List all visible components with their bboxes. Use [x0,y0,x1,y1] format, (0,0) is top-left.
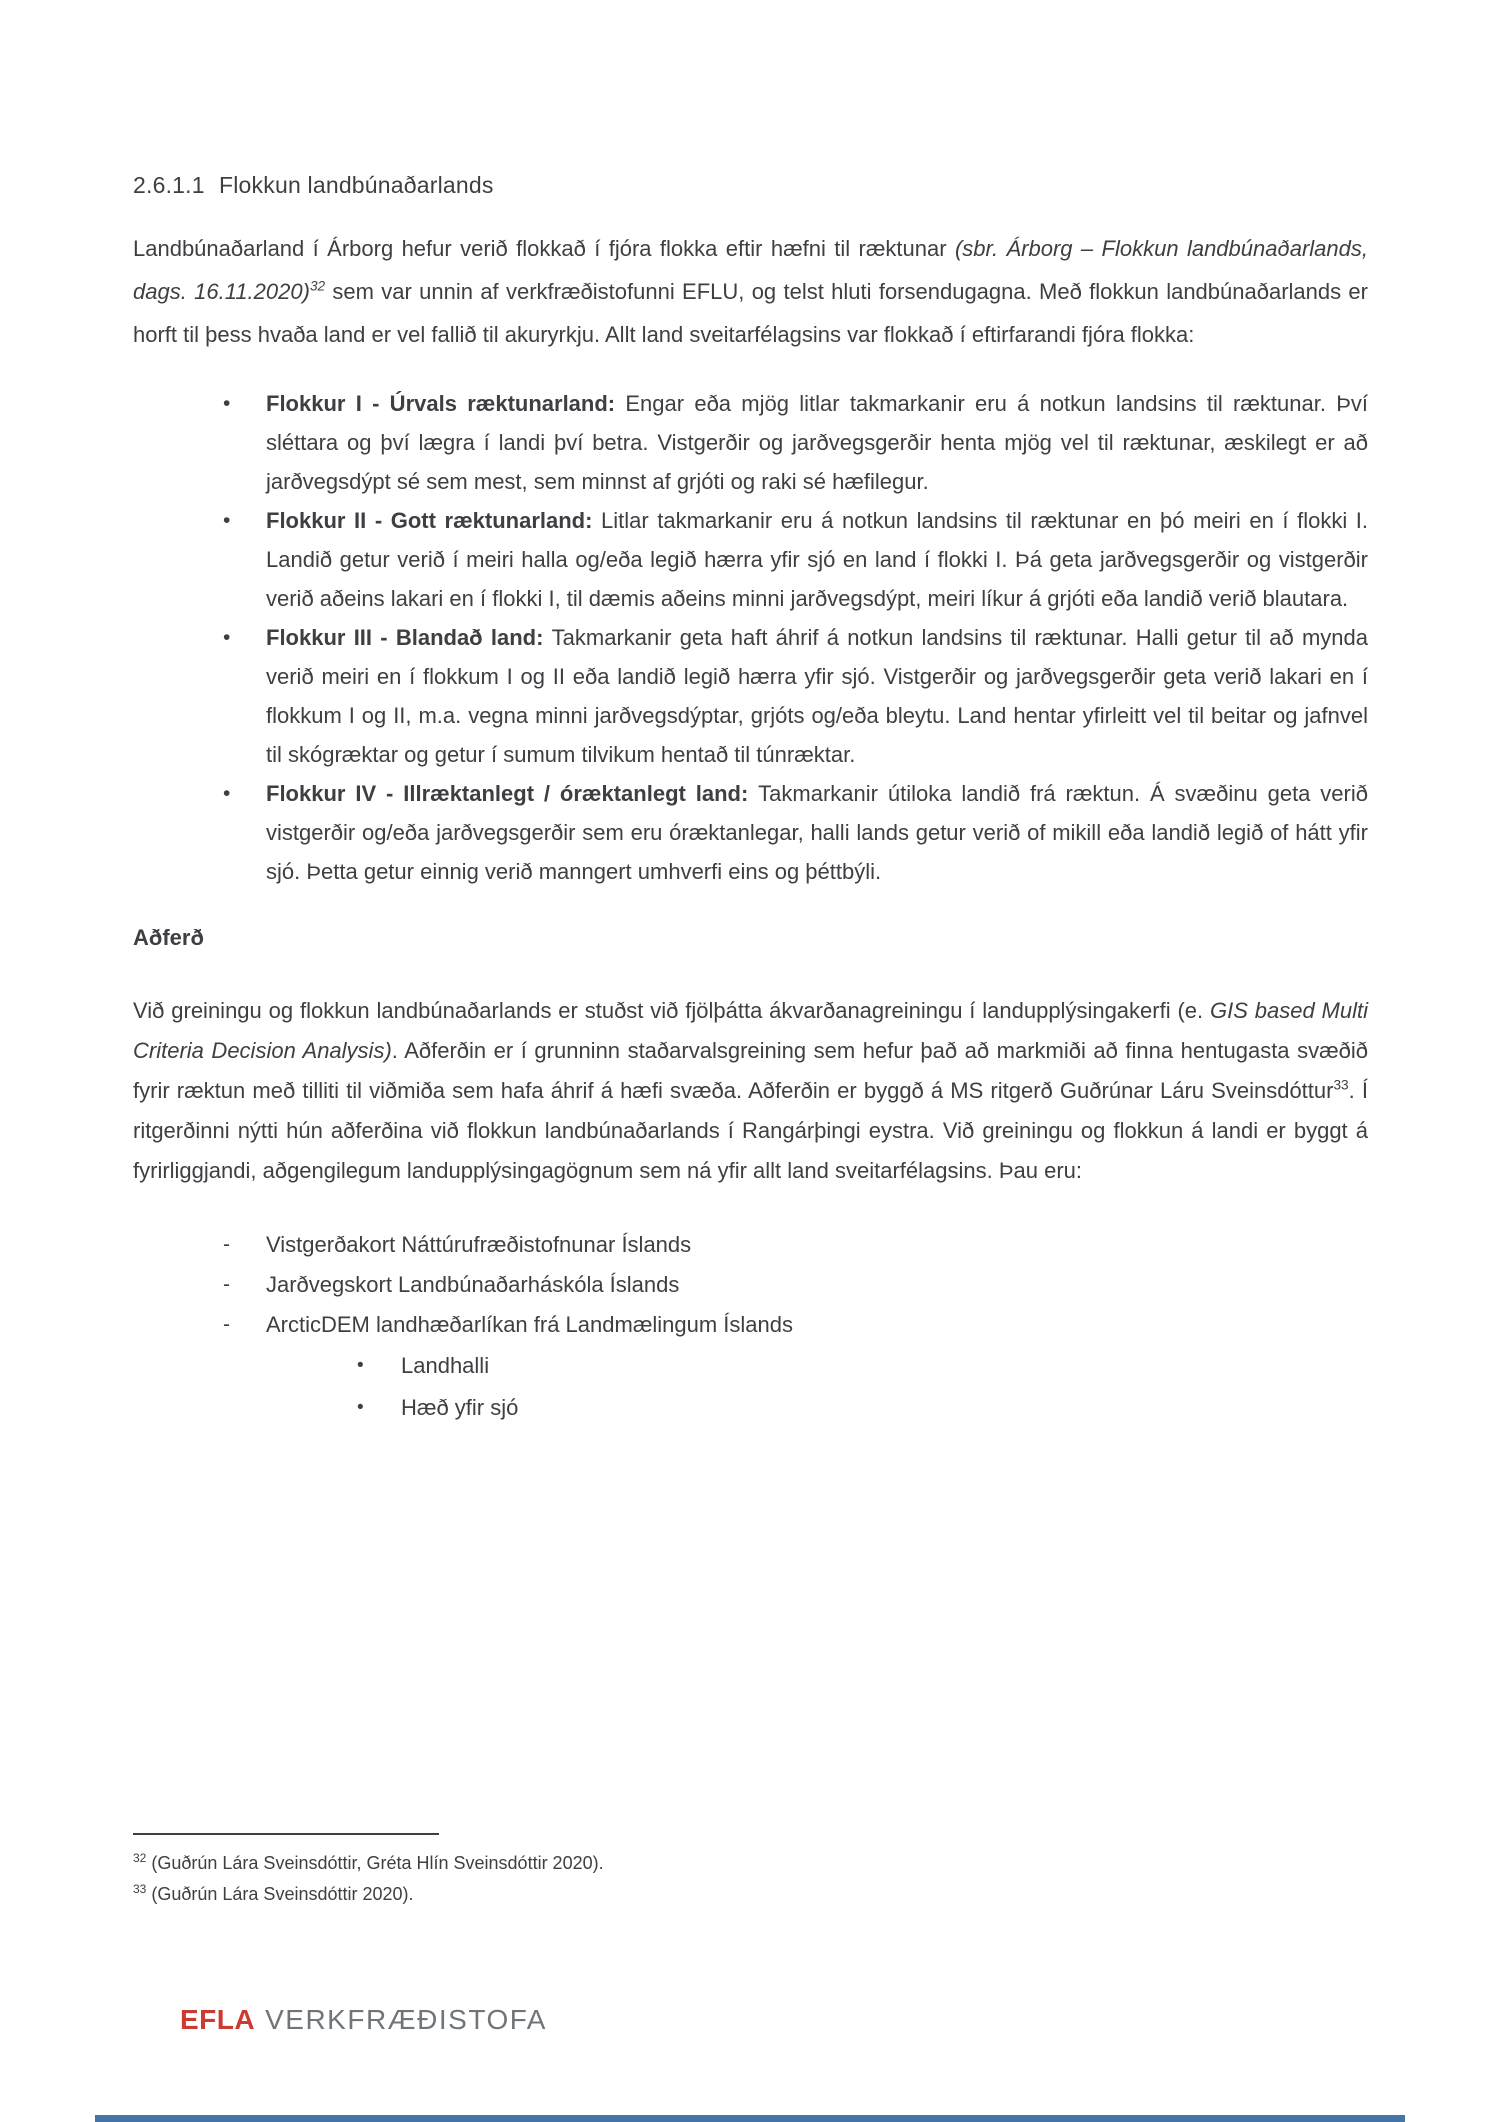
footer-company-name: VERKFRÆÐISTOFA [265,2004,547,2035]
section-number: 2.6.1.1 [133,172,205,198]
list-item-flokkur-iii [133,618,1368,774]
section-title: Flokkun landbúnaðarlands [219,172,494,198]
efla-logo: EFLA [180,2004,256,2035]
bullet-icon: • [223,626,231,649]
method-paragraph: Við greiningu og flokkun landbúnaðarlands er stuðst við fjölþátta ákvarðanagreiningu í landupplýsingakerfi (e. GIS based Multi Criteria Decision Analysis). Aðferðin er í grunninn staðarvalsgreining sem hefur það að markmiði að finna hentugasta svæðið fyrir ræktun með tilliti til viðmiða sem hafa áhrif á hæfi svæða. Aðferðin er byggð á MS ritgerð Guðrúnar Láru Sveinsdóttur$^{33}$. Í ritgerðinni nýtti hún aðferðina við flokkun landbúnaðarlands í Rangárþingi eystra. Við greiningu og flokkun á landi er byggt á fyrirliggjandi, aðgengilegum landupplýsingagögnum sem ná yfir allt land sveitarfélagsins. Þau eru: [133,998,1369,1183]
footnote-separator [133,1833,439,1835]
footnote-32 [133,1848,604,1879]
page-footer [180,2004,547,2036]
classification-list [133,384,1368,891]
dash-icon: - [223,1233,230,1256]
method-heading: Aðferð [133,925,204,950]
list-item-text: ArcticDEM landhæðarlíkan frá Landmælingum Íslands [266,1312,794,1337]
list-item-flokkur-iv [133,774,1368,891]
list-item-flokkur-ii [133,501,1368,618]
footnote-text: (Guðrún Lára Sveinsdóttir, Gréta Hlín Sveinsdóttir 2020). [151,1853,604,1873]
footnote-text: (Guðrún Lára Sveinsdóttir 2020). [151,1884,414,1904]
footnote-33 [133,1879,604,1910]
list-item-text: Flokkur III - Blandað land: Takmarkanir geta haft áhrif á notkun landsins til ræktunar. Halli getur til að mynda verið meiri en í flokkum I og II eða landið legið hærra yfir sjó. Vistgerðir og jarðvegsgerðir geta verið lakari en í flokkum I og II, m.a. vegna minni jarðvegsdýptar, grjóts og/eða bleytu. Land hentar yfirleitt vel til beitar og jafnvel til skógræktar og getur í sumum tilvikum hentað til túnræktar. [266,625,1368,767]
list-item-jardvegskort [133,1265,1368,1305]
footnote-number: 33 [133,1882,147,1896]
list-item-vistgerdakort [133,1225,1368,1265]
bullet-icon: • [357,1397,364,1418]
dash-icon: - [223,1273,230,1296]
list-item-text: Flokkur IV - Illræktanlegt / óræktanlegt land: Takmarkanir útiloka landið frá ræktun. Á svæðinu geta verið vistgerðir og/eða jarðvegsgerðir sem eru óræktanlegar, halli lands getur verið of mikill eða landið legið of hátt yfir sjó. Þetta getur einnig verið manngert umhverfi eins og þéttbýli. [266,781,1368,884]
bullet-icon: • [357,1355,364,1376]
bullet-icon: • [223,509,231,532]
list-item-landhalli [133,1345,1368,1387]
data-source-list [133,1225,1368,1429]
list-item-text: Flokkur II - Gott ræktunarland: Litlar takmarkanir eru á notkun landsins til ræktunar en þó meiri en í flokki I. Landið getur verið í meiri halla og/eða legið hærra yfir sjó en land í flokki I. Þá geta jarðvegsgerðir og vistgerðir verið aðeins lakari en í flokki I, til dæmis aðeins minni jarðvegsdýpt, meiri líkur á grjóti eða landið verið blautara. [266,508,1369,611]
section-heading [133,172,1368,199]
list-item-text: Flokkur I - Úrvals ræktunarland: Engar eða mjög litlar takmarkanir eru á notkun landsins til ræktunar. Því sléttara og því lægra í landi því betra. Vistgerðir og jarðvegsgerðir henta mjög vel til ræktunar, æskilegt er að jarðvegsdýpt sé sem mest, sem minnst af grjóti og raki sé hæfilegur. [266,391,1368,494]
footnotes-section [133,1833,604,1910]
dash-icon: - [223,1313,230,1336]
list-item-text: Jarðvegskort Landbúnaðarháskóla Íslands [266,1272,680,1297]
list-item-flokkur-i [133,384,1368,501]
list-item-text: Vistgerðakort Náttúrufræðistofnunar Íslands [266,1232,692,1257]
bullet-icon: • [223,782,231,805]
intro-paragraph: Landbúnaðarland í Árborg hefur verið flokkað í fjóra flokka eftir hæfni til ræktunar (sbr. Árborg – Flokkun landbúnaðarlands, dags. 16.11.2020)$^{32}$ sem var unnin af verkfræðistofunni EFLU, og telst hluti forsendugagna. Með flokkun landbúnaðarlands er horft til þess hvaða land er vel fallið til akuryrkju. Allt land sveitarfélagsins var flokkað í eftirfarandi fjóra flokka: [133,236,1368,347]
list-item-arcticdem [133,1305,1368,1345]
list-item-text: Hæð yfir sjó [401,1395,519,1420]
list-item-haed-yfir-sjo [133,1387,1368,1429]
dem-sub-list [133,1345,1368,1429]
list-item-text: Landhalli [401,1353,490,1378]
bullet-icon: • [223,392,231,415]
footer-accent-bar [95,2115,1405,2122]
footnote-number: 32 [133,1851,147,1865]
